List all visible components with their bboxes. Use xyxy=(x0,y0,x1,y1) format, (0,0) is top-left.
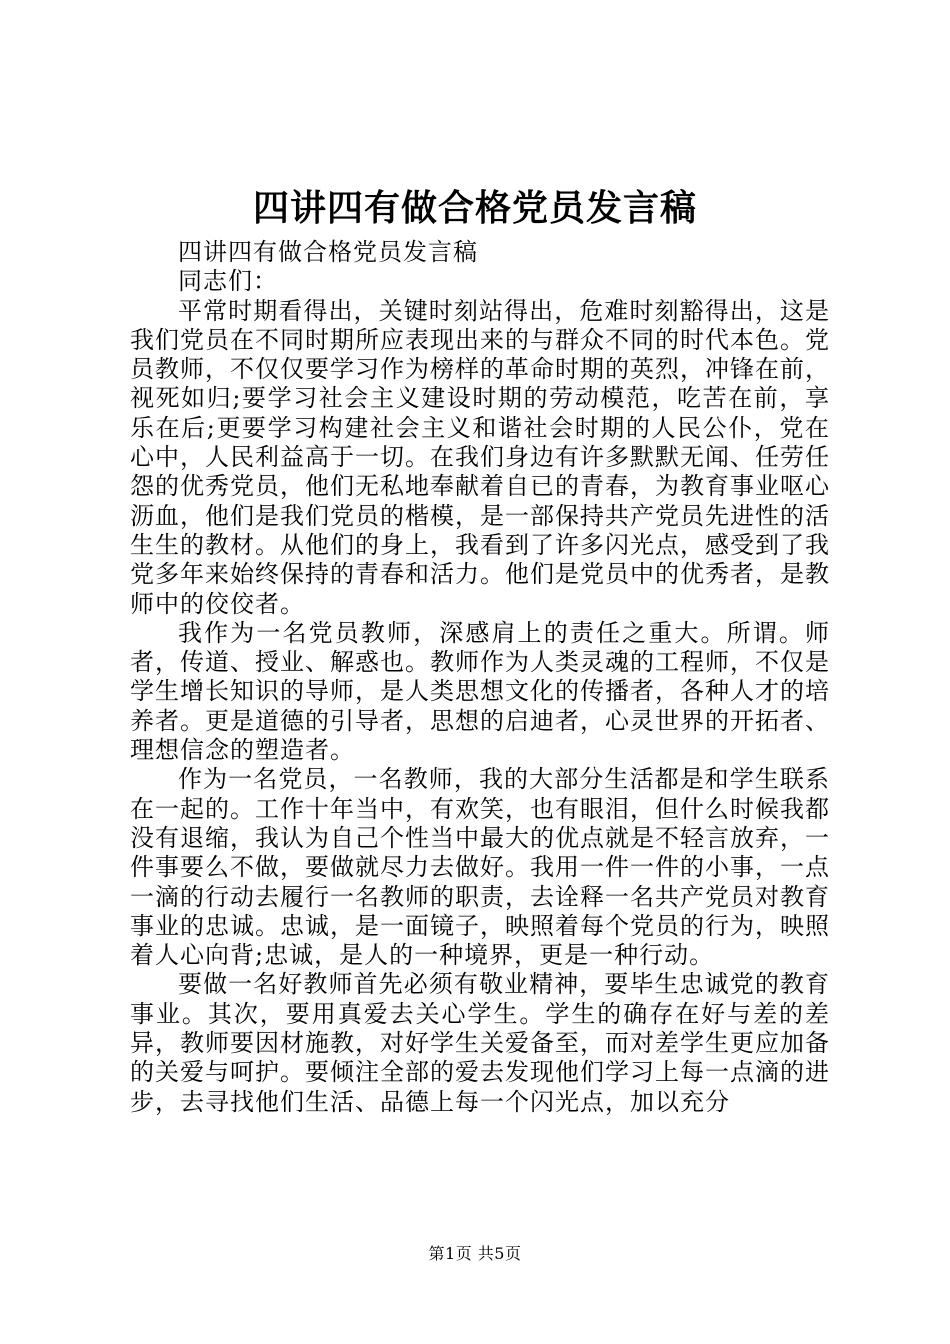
paragraph: 要做一名好教师首先必须有敬业精神，要毕生忠诚党的教育事业。其次，要用真爱去关心学生。学生的确存在好与差的差异，教师要因材施教，对好学生关爱备至，而对差学生更应加备的关爱与呵护。要倾注全部的爱去发现他们学习上每一点滴的进步，去寻找他们生活、品德上每一个闪光点，加以充分 xyxy=(130,970,830,1116)
paragraph: 我作为一名党员教师，深感肩上的责任之重大。所谓。师者，传道、授业、解惑也。教师作为人类灵魂的工程师，不仅是学生增长知识的导师，是人类思想文化的传播者，各种人才的培养者。更是道德的引导者，思想的启迪者，心灵世界的开拓者、理想信念的塑造者。 xyxy=(130,618,830,765)
paragraph-salutation: 同志们： xyxy=(178,267,278,296)
paragraph: 平常时期看得出，关键时刻站得出，危难时刻豁得出，这是我们党员在不同时期所应表现出来的与群众不同的时代本色。党员教师，不仅仅要学习作为榜样的革命时期的英烈，冲锋在前，视死如归;要学习社会主义建设时期的劳动模范，吃苦在前，享乐在后;更要学习构建社会主义和谐社会时期的人民公仆，党在心中，人民利益高于一切。在我们身边有许多默默无闻、任劳任怨的优秀党员，他们无私地奉献着自已的青春，为教育事业呕心沥血，他们是我们党员的楷模，是一部保持共产党员先进性的活生生的教材。从他们的身上，我看到了许多闪光点，感受到了我党多年来始终保持的青春和活力。他们是党员中的优秀者，是教师中的佼佼者。 xyxy=(130,296,830,618)
document-title: 四讲四有做合格党员发言稿 xyxy=(252,187,697,229)
page-number-footer: 第1页 共5页 xyxy=(428,1244,522,1263)
paragraph-subtitle: 四讲四有做合格党员发言稿 xyxy=(178,238,478,266)
paragraph: 作为一名党员，一名教师，我的大部分生活都是和学生联系在一起的。工作十年当中，有欢笑，也有眼泪，但什么时候我都没有退缩，我认为自己个性当中最大的优点就是不轻言放弃，一件事要么不做，要做就尽力去做好。我用一件一件的小事，一点一滴的行动去履行一名教师的职责，去诠释一名共产党员对教育事业的忠诚。忠诚，是一面镜子，映照着每个党员的行为，映照着人心向背;忠诚，是人的一种境界，更是一种行动。 xyxy=(130,765,830,970)
document-body xyxy=(130,238,830,1117)
